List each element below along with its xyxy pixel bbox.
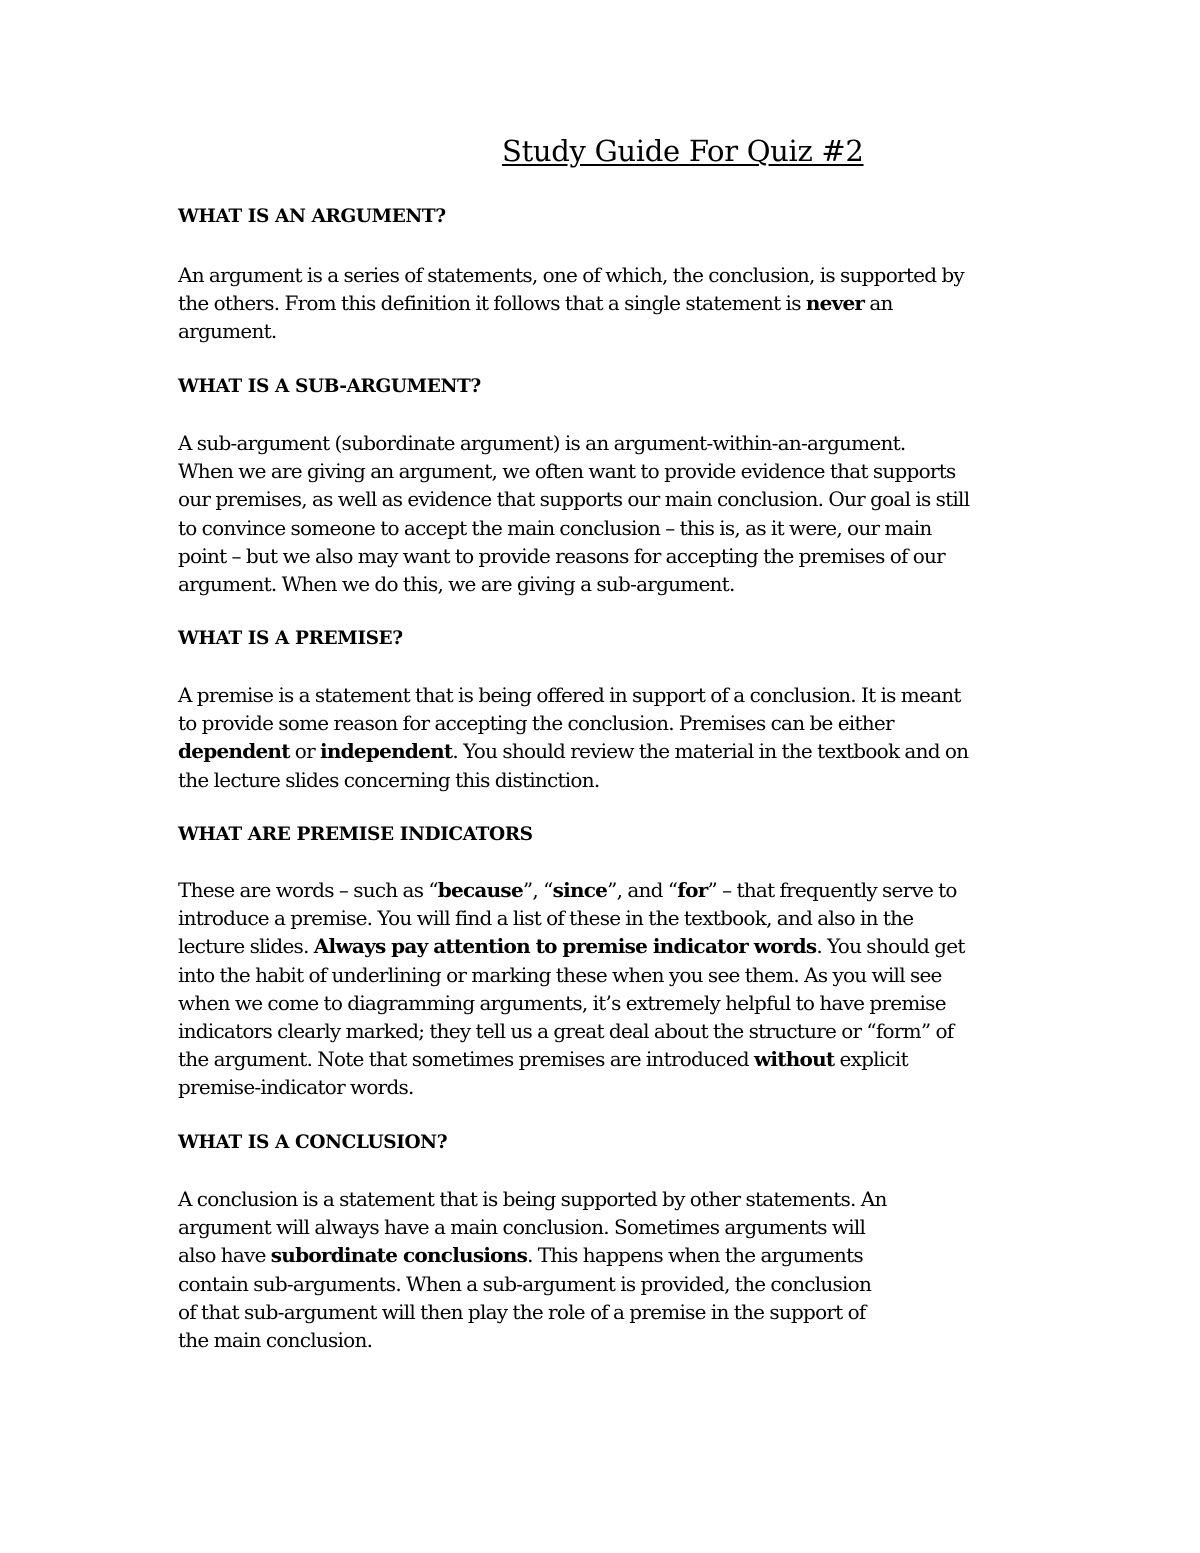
text-line: A conclusion is a statement that is being supported by other statements. An [178, 1187, 887, 1211]
text-line: argument. When we do this, we are giving a sub-argument. [178, 572, 735, 597]
emphasis-without: without [753, 1047, 835, 1072]
section-heading-premise: WHAT IS A PREMISE? [178, 628, 403, 649]
section-body-sub-argument [178, 429, 1028, 598]
text-line: introduce a premise. You will find a list of these in the textbook, and also in the [178, 906, 914, 931]
text-line: our premises, as well as evidence that supports our main conclusion. Our goal is still [178, 487, 970, 512]
emphasis-independent: independent [320, 739, 453, 764]
text-line: of that sub-argument will then play the role of a premise in the support of [178, 1299, 866, 1324]
section-heading-sub-argument: WHAT IS A SUB-ARGUMENT? [178, 376, 481, 397]
text-line: when we come to diagramming arguments, it’s extremely helpful to have premise [178, 990, 946, 1015]
text-line: into the habit of underlining or marking these when you see them. As you will see [178, 962, 942, 987]
text-line: the main conclusion. [178, 1328, 373, 1353]
emphasis-for: for [677, 878, 708, 902]
text-line: point – but we also may want to provide reasons for accepting the premises of our [178, 543, 945, 568]
emphasis-because: because [437, 878, 523, 902]
text-line: the argument. Note that sometimes premises are introduced without explicit [178, 1047, 908, 1072]
section-body-conclusion [178, 1185, 1028, 1354]
section-heading-premise-indicators: WHAT ARE PREMISE INDICATORS [178, 824, 533, 845]
emphasis-premise-indicator-words: Always pay attention to premise indicator words [313, 934, 817, 959]
text-line: the lecture slides concerning this distinction. [178, 767, 600, 792]
text-line: premise-indicator words. [178, 1075, 414, 1100]
text-line: contain sub-arguments. When a sub-argument is provided, the conclusion [178, 1271, 872, 1296]
text-line: dependent or independent. You should review the material in the textbook and on [178, 739, 969, 764]
text-line: the others. From this definition it follows that a single statement is never an [178, 291, 893, 316]
text-line: lecture slides. Always pay attention to premise indicator words. You should get [178, 934, 965, 959]
section-body-argument [178, 261, 1028, 346]
emphasis-never: never [805, 291, 865, 316]
text-line: to convince someone to accept the main conclusion – this is, as it were, our main [178, 515, 932, 540]
text-line: An argument is a series of statements, one of which, the conclusion, is supported by [178, 263, 964, 287]
page-title: Study Guide For Quiz #2 [502, 134, 864, 168]
text-line: also have subordinate conclusions. This happens when the arguments [178, 1243, 863, 1268]
section-body-premise-indicators [178, 876, 1028, 1102]
text-line: A sub-argument (subordinate argument) is an argument-within-an-argument. [178, 431, 906, 455]
section-heading-argument: WHAT IS AN ARGUMENT? [178, 206, 446, 227]
text-line: argument will always have a main conclusion. Sometimes arguments will [178, 1215, 866, 1240]
section-heading-conclusion: WHAT IS A CONCLUSION? [178, 1132, 448, 1153]
text-line: When we are giving an argument, we often want to provide evidence that supports [178, 459, 956, 484]
text-line: A premise is a statement that is being offered in support of a conclusion. It is meant [178, 683, 961, 707]
emphasis-dependent: dependent [178, 739, 290, 764]
text-line: argument. [178, 319, 277, 344]
text-line: indicators clearly marked; they tell us a great deal about the structure or “form” of [178, 1019, 954, 1044]
section-body-premise [178, 681, 1028, 794]
emphasis-subordinate-conclusions: subordinate conclusions [270, 1243, 528, 1268]
emphasis-since: since [552, 878, 608, 902]
text-line: to provide some reason for accepting the conclusion. Premises can be either [178, 711, 894, 736]
text-line: These are words – such as “because”, “since”, and “for” – that frequently serve to [178, 878, 957, 902]
